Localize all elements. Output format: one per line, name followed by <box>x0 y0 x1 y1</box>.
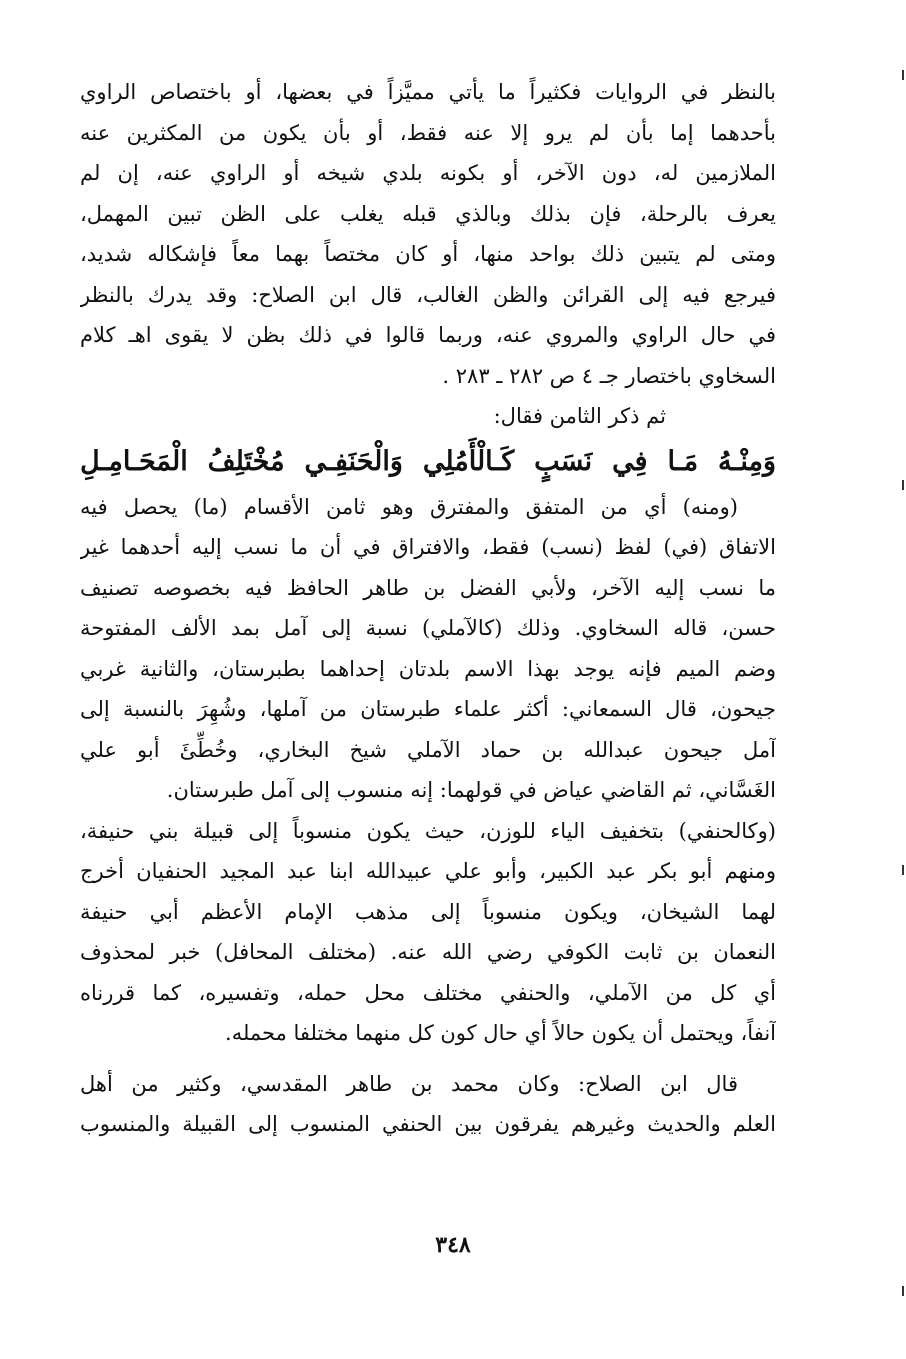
text-line: الغَسَّاني، ثم القاضي عياض في قولهما: إنه منسوب إلى آمل طبرستان. <box>166 778 776 802</box>
text-line: الملازمين له، دون الآخر، أو بكونه بلدي شيخه أو الراوي عنه، إن لم <box>80 161 776 185</box>
text-line: آنفاً، ويحتمل أن يكون حالاً أي حال كون كل منهما مختلفا محمله. <box>225 1021 776 1045</box>
text-line: آمل جيحون عبدالله بن حماد الآملي شيخ البخاري، وخُطِّئَ أبو علي <box>80 737 776 762</box>
text-line: ومنهم أبو بكر عبد الكبير، وأبو علي عبيدالله ابنا عبد المجيد الحنفيان أخرج <box>80 859 776 883</box>
text-line: الاتفاق (في) لفظ (نسب) فقط، والافتراق في أن ما نسب إليه أحدهما غير <box>80 535 776 559</box>
scan-edge-mark <box>902 480 904 490</box>
paragraph-gap <box>80 1054 776 1064</box>
text-line: (وكالحنفي) بتخفيف الياء للوزن، حيث يكون منسوباً إلى قبيلة بني حنيفة، <box>80 818 776 843</box>
verse-line: وَمِنْـهُ مَـا فِي نَسَبٍ كَـالْأَمُلِي وَالْحَنَفِـي مُخْتَلِفُ الْمَحَـامِـلِ <box>80 445 776 477</box>
text-line: وضم الميم فإنه يوجد بهذا الاسم بلدتان إحداهما بطبرستان، والثانية غربي <box>80 656 776 681</box>
text-line: أي كل من الآملي، والحنفي مختلف محل حمله، وتفسيره، كما قررناه <box>80 980 776 1005</box>
text-line: (ومنه) أي من المتفق والمفترق وهو ثامن الأقسام (ما) يحصل فيه <box>80 494 738 519</box>
paragraph-continued <box>80 72 776 396</box>
scan-edge-mark <box>902 865 904 875</box>
scan-edge-mark <box>902 70 904 80</box>
paragraph-next <box>80 1064 776 1145</box>
text-line: ما نسب إليه الآخر، ولأبي الفضل بن طاهر الحافظ فيه بخصوصه تصنيف <box>80 575 776 600</box>
text-line: العلم والحديث وغيرهم يفرقون بين الحنفي المنسوب إلى القبيلة والمنسوب <box>80 1112 776 1136</box>
text-line: النعمان بن ثابت الكوفي رضي الله عنه. (مختلف المحافل) خبر لمحذوف <box>80 940 776 964</box>
page-body <box>80 72 776 1145</box>
text-line: قال ابن الصلاح: وكان محمد بن طاهر المقدسي، وكثير من أهل <box>80 1071 738 1096</box>
intro-line: ثم ذكر الثامن فقال: <box>493 404 666 428</box>
text-line: ومتى لم يتبين ذلك بواحد منها، أو كان مختصاً بهما معاً فإشكاله شديد، <box>80 242 776 266</box>
text-line: في حال الراوي والمروي عنه، وربما قالوا في ذلك بظن لا يقوى اهـ كلام <box>80 323 776 347</box>
text-line: يعرف بالرحلة، فإن بذلك وبالذي قبله يغلب على الظن تبين المهمل، <box>80 201 776 226</box>
text-line: بأحدهما إما بأن لم يرو إلا عنه فقط، أو بأن يكون من المكثرين عنه <box>80 120 776 145</box>
text-line: فيرجع فيه إلى القرائن والظن الغالب، قال ابن الصلاح: وقد يدرك بالنظر <box>80 282 776 307</box>
text-line: بالنظر في الروايات فكثيراً ما يأتي مميَّزاً في بعضها، أو باختصاص الراوي <box>80 80 776 104</box>
page-number: ٣٤٨ <box>435 1232 471 1258</box>
text-line: جيحون، قال السمعاني: أكثر علماء طبرستان من آملها، وشُهِرَ بالنسبة إلى <box>80 697 776 721</box>
text-line: حسن، قاله السخاوي. وذلك (كالآملي) نسبة إلى آمل بمد الألف المفتوحة <box>80 616 776 640</box>
scan-edge-mark <box>902 1286 904 1296</box>
text-line: لهما الشيخان، ويكون منسوباً إلى مذهب الإمام الأعظم أبي حنيفة <box>80 899 776 924</box>
text-line: السخاوي باختصار جـ ٤ ص ٢٨٢ ـ ٢٨٣ . <box>442 363 776 388</box>
commentary-paragraph <box>80 487 776 1054</box>
